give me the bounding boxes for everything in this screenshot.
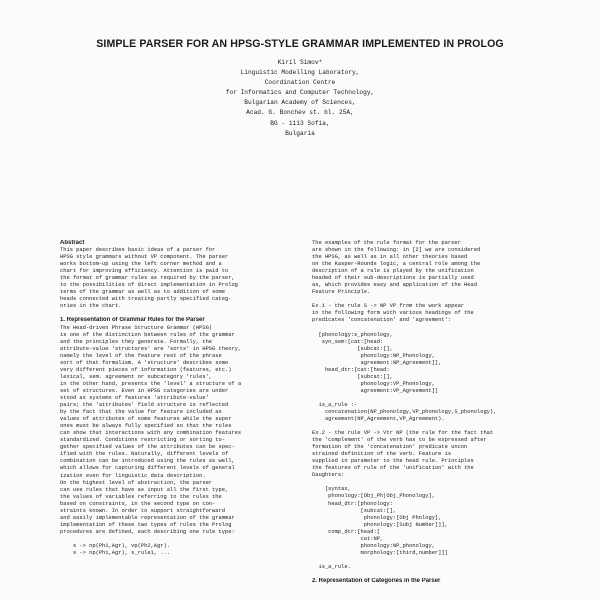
text-line: are shown in the following: in [2] we are considered xyxy=(312,247,481,254)
text-line: combination can be introduced using the rules as well, xyxy=(60,458,235,465)
text-line: lexical, sem. agreement or subcategory 'rules', xyxy=(60,373,213,380)
author-affiliation-line: BG - 1113 Sofia, xyxy=(270,119,330,127)
text-line: set of structures. Even in HPSG categories are under xyxy=(60,387,229,394)
text-line: Ex.2 - the rule VP -> Vtr NP (the rule for the fact that xyxy=(312,430,494,437)
paper-title: SIMPLE PARSER FOR AN HPSG-STYLE GRAMMAR IMPLEMENTED IN PROLOG xyxy=(96,38,504,50)
code-line: [subcat:[], xyxy=(312,373,393,380)
text-line: is one of the distinction between rules of the grammar xyxy=(60,331,235,338)
text-line: strained definition of the verb. Feature is xyxy=(312,451,452,458)
code-line: agreement:NP_Agreement]], xyxy=(312,359,442,366)
code-line: syn_sem:[cat:[head: xyxy=(312,338,384,345)
text-line: and the principles they generate. Formally, the xyxy=(60,338,213,345)
author-affiliation-line: Coordination Centre xyxy=(264,79,336,87)
text-line: based on constraints, in the second type on con- xyxy=(60,500,216,507)
section-heading: 1. Representation of Grammar Rules for the Parser xyxy=(60,317,205,324)
author-affiliation-line: Bulgaria xyxy=(285,129,315,137)
author-affiliation-line: Bulgarian Academy of Sciences, xyxy=(244,99,356,107)
section-heading: 2. Representation of Categories in the Parser xyxy=(312,577,441,584)
text-line: and easily implementable representation of the grammar xyxy=(60,514,235,521)
code-line: phonology:[Obj_Ph|Obj_Phonology], xyxy=(312,493,435,500)
text-line: the values of variables referring to the rules the xyxy=(60,493,222,500)
text-line: supplied in parameter to the head rule. Principles xyxy=(312,458,474,465)
text-line: can use rules that have as input all the first type, xyxy=(60,486,229,493)
code-line: comp_dtr:[head:[ xyxy=(312,528,380,535)
text-line: which allows for capturing different levels of general xyxy=(60,465,235,472)
code-line: morphology:[third,number]]] xyxy=(312,549,448,556)
text-line: very different pieces of information (features, etc.) xyxy=(60,366,232,373)
text-line: gether specified values of the attributes can be spec- xyxy=(60,444,235,451)
code-line: is_a_rule :- xyxy=(312,401,358,408)
paragraph-gap xyxy=(312,296,548,303)
text-line: works bottom-up using the left corner method and a xyxy=(60,261,222,268)
code-line: phonology:[Obj Phology], xyxy=(312,514,442,521)
author-name: Kiril Simov* xyxy=(277,59,323,66)
text-line: attribute-value 'structures' are 'sorts' in HPSG theory, xyxy=(60,345,242,352)
text-line: heads connected with treating partly specified categ- xyxy=(60,296,232,303)
author-affiliation-line: Linguistic Modelling Laboratory, xyxy=(240,69,360,77)
text-line: ified with the rules. Naturally, different levels of xyxy=(60,451,229,458)
code-line: agreement(NP_Agreement,VP_Agreement). xyxy=(312,416,445,423)
code-line: cat:NP, xyxy=(312,535,384,542)
text-line: headed of their sub-descriptions is partially used xyxy=(312,275,474,282)
text-line: The examples of the rule format for the parser xyxy=(312,240,461,246)
paragraph-gap xyxy=(60,310,298,317)
text-line: the 'complement' of the verb has to be expressed after xyxy=(312,437,487,444)
code-line: phonology:NP_phonology, xyxy=(312,542,435,549)
text-line: the HPSG, as well as in all other theories based xyxy=(312,254,468,261)
text-line: namely the level of the feature rest of the phrase xyxy=(60,352,222,359)
text-line: the features of rule of the 'unification' with the xyxy=(312,465,474,472)
author-affiliation-line: for Informatics and Computer Technology, xyxy=(225,89,375,97)
code-line: s -> np(Ph1,Agr), s_rule1, ... xyxy=(60,549,170,556)
paragraph-gap xyxy=(312,479,548,486)
text-line: predicates 'concatenation' and 'agreement': xyxy=(312,317,452,324)
text-line: procedures are defined, each describing one rule type: xyxy=(60,528,235,535)
code-line: concatenation(NP_phonology,VP_phonology,S_phonology), xyxy=(312,408,497,415)
text-line: stood as systems of features 'attribute-value' xyxy=(60,394,209,401)
paragraph-gap xyxy=(312,557,548,564)
text-line: the format of grammar rules as required by the parser, xyxy=(60,275,235,282)
code-line: head_dtr:[phonology: xyxy=(312,500,393,507)
code-line: agreement:VP_Agreement]] xyxy=(312,387,439,394)
text-line: The Head-driven Phrase Structure Grammar (HPSG) xyxy=(60,324,213,331)
text-line: straints known. In order to support straightforward xyxy=(60,507,225,514)
author-block xyxy=(150,58,450,139)
text-line: can show that interactions with any combination features xyxy=(60,430,242,437)
paragraph-gap xyxy=(312,395,548,402)
author-affiliation-line: Acad. G. Bonchev st. bl. 25A, xyxy=(246,109,354,117)
code-line: phonology:NP_Phonology, xyxy=(312,352,435,359)
code-line: is_a_rule. xyxy=(312,563,351,570)
text-line: description of a rule is played by the unification xyxy=(312,268,474,275)
code-line: head_dtr:[cat:[head: xyxy=(312,366,390,373)
text-line: ones must be always fully specified so that the rules xyxy=(60,423,232,430)
paragraph-gap xyxy=(60,536,298,543)
paragraph-gap xyxy=(312,423,548,430)
text-line: in the following form with various headings of the xyxy=(312,310,474,317)
text-line: on the Kasper-Rounds logic, a central role among the xyxy=(312,261,481,268)
text-line: standardized. Conditions restricting or sorting to- xyxy=(60,437,225,444)
text-line: to the possibilities of direct implementation in Prolog xyxy=(60,282,238,289)
text-line: values of attributes of some features while the super xyxy=(60,416,232,423)
text-line: HPSG style grammars without VP component. The parser xyxy=(60,254,229,261)
code-line: [subcat:[], xyxy=(312,345,393,352)
text-line: terms of the grammar as well as to addition of some xyxy=(60,289,225,296)
text-line: as, which provides easy and application of the Head xyxy=(312,282,477,289)
text-line: ization even for linguistic data description. xyxy=(60,472,206,479)
text-line: sort of that formalism. A 'structure' describes some xyxy=(60,359,229,366)
code-line: [subcat:[], xyxy=(312,507,397,514)
text-line: On the highest level of abstraction, the parser xyxy=(60,479,213,486)
text-line: pairs; the 'attributes' field structure is reflected xyxy=(60,402,229,409)
code-line: phonology:[Subj Number]]], xyxy=(312,521,448,528)
text-line: formation of the 'concatenation' predicate uncon xyxy=(312,444,468,451)
section-heading: Abstract xyxy=(60,240,85,246)
text-line: implementation of these two types of rules the Prolog xyxy=(60,521,232,528)
text-line: in the other hand, presents the 'level' a structure of a xyxy=(60,380,242,387)
left-column xyxy=(60,240,298,557)
text-line: by the fact that the value for feature included as xyxy=(60,409,222,416)
text-line: This paper describes basic ideas of a parser for xyxy=(60,247,216,254)
paragraph-gap xyxy=(312,571,548,578)
text-line: Daughters: xyxy=(312,472,345,479)
paragraph-gap xyxy=(312,325,548,332)
text-line: Feature Principle. xyxy=(312,289,371,296)
code-line: [phonology:s_phonology, xyxy=(312,331,393,338)
text-line: ories in the chart. xyxy=(60,303,122,310)
code-line: phonology:VP_Phonology, xyxy=(312,380,435,387)
text-line: chart for improving efficiency. Attention is paid to xyxy=(60,268,229,275)
right-column xyxy=(312,240,548,585)
code-line: s -> np(Ph1,Agr), vp(Ph2,Agr). xyxy=(60,542,170,549)
code-line: [syntax, xyxy=(312,486,351,493)
text-line: Ex.1 - the rule S -> NP VP from the work appear xyxy=(312,303,465,310)
